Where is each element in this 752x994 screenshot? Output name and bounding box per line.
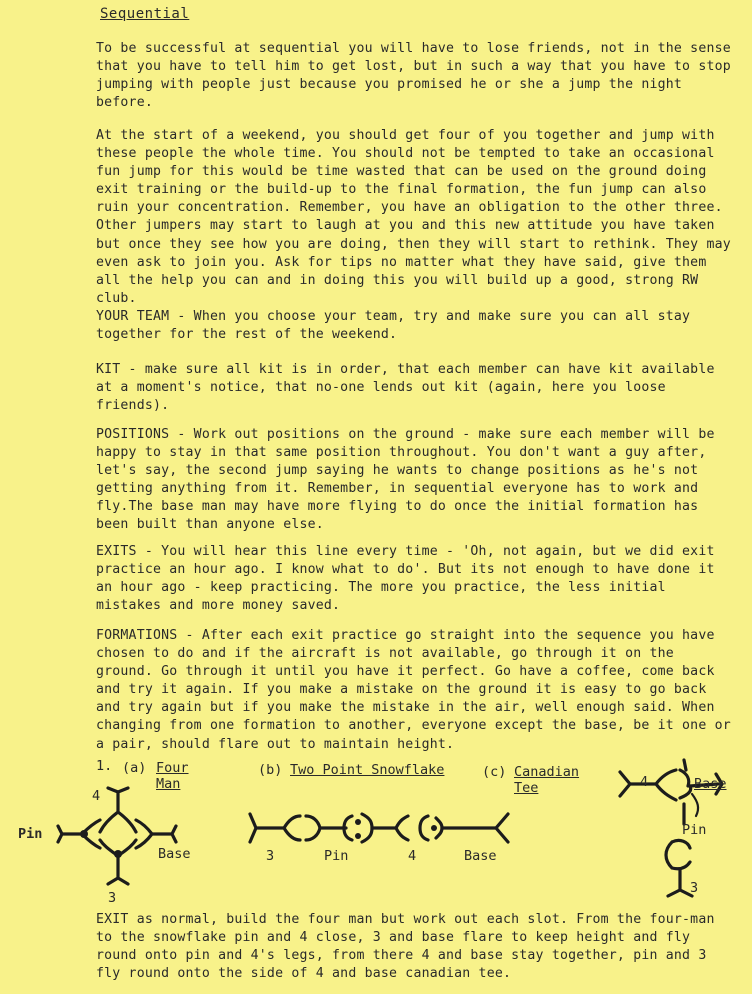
formation-diagrams	[0, 750, 752, 910]
label-a-4: 4	[92, 788, 101, 804]
diagram-a-title-line2: Man	[156, 776, 181, 792]
paragraph-weekend: At the start of a weekend, you should get four of you together and jump with these people the whole time. You should not be tempted to take an occasional fun jump for this would be time wasted that can be used on the ground doing exit training or the build-up to the final formation, the fun jump can also ruin your concentration. Remember, you have an obligation to the other three. Other jumpers may start to laugh at you and this new attitude you have taken but once they see how you are doing, then they will start to rethink. They may even ask to join you. Ask for tips no matter what they have said, give them all the help you can and in doing this you will build up a good, strong RW club.	[96, 128, 731, 306]
label-b-4: 4	[408, 848, 417, 864]
label-a-pin: Pin	[18, 826, 43, 842]
diagram-c-title-line1: Canadian	[514, 764, 580, 780]
diagram-b-prefix: (b)	[258, 762, 283, 778]
label-c-3: 3	[690, 880, 699, 896]
paragraph-intro: To be successful at sequential you will have to lose friends, not in the sense that you have to tell him to get lost, but in such a way that you have to stop jumping with people just because you promised he or she a jump the night before.	[96, 41, 731, 111]
snowflake-formation	[250, 814, 508, 842]
paragraph-kit: KIT - make sure all kit is in order, that each member can have kit available at a moment's notice, that no-one lends out kit (again, here you loose friends).	[96, 362, 715, 414]
diagram-c-prefix: (c)	[482, 764, 507, 780]
page-title: Sequential	[100, 6, 190, 22]
label-c-4: 4	[640, 774, 649, 790]
label-a-base: Base	[158, 846, 191, 862]
diagram-c-title-line2: Tee	[514, 780, 539, 796]
paragraph-positions: POSITIONS - Work out positions on the ground - make sure each member will be happy to stay in that same position throughout. You don't want a guy after, let's say, the second jump saying he wants to change positions as he's not getting anything from it. Remember, in sequential everyone has to work and fly.The base man may have more flying to do once the initial formation has been built than anyone else.	[96, 427, 715, 533]
diagram-a-prefix: (a)	[122, 760, 147, 776]
label-b-3: 3	[266, 848, 275, 864]
label-c-base: Base	[694, 776, 727, 792]
paragraph-formations: FORMATIONS - After each exit practice go straight into the sequence you have chosen to do and if the aircraft is not available, go through it on the ground. Go through it until you have it perfect. Go have a coffee, come back and try it again. If you make a mistake on the ground it is easy to go back and try again but if you make the mistake in the air, well enough said. When changing from one formation to another, everyone except the base, be it one or a pair, should flare out to maintain height.	[96, 628, 731, 752]
label-a-3: 3	[108, 890, 117, 906]
label-c-pin: Pin	[682, 822, 707, 838]
label-b-pin: Pin	[324, 848, 349, 864]
diagram-number: 1.	[96, 758, 113, 774]
diagram-a-title-line1: Four	[156, 760, 189, 776]
paragraph-exit-sequence: EXIT as normal, build the four man but work out each slot. From the four-man to the snowflake pin and 4 close, 3 and base flare to keep height and fly round onto pin and 4's legs, from there 4 and base stay together, pin and 3 fly round onto the side of 4 and base canadian tee.	[96, 912, 715, 982]
four-man-formation	[58, 788, 176, 884]
paragraph-exits: EXITS - You will hear this line every time - 'Oh, not again, but we did exit practice an hour ago. I know what to do'. But its not enough to have done it an hour ago - keep practicing. The more you practice, the less initial mistakes and more money saved.	[96, 544, 715, 614]
paragraph-your-team: YOUR TEAM - When you choose your team, try and make sure you can all stay together for the rest of the weekend.	[96, 309, 691, 343]
diagram-b-title: Two Point Snowflake	[290, 762, 445, 778]
label-b-base: Base	[464, 848, 497, 864]
